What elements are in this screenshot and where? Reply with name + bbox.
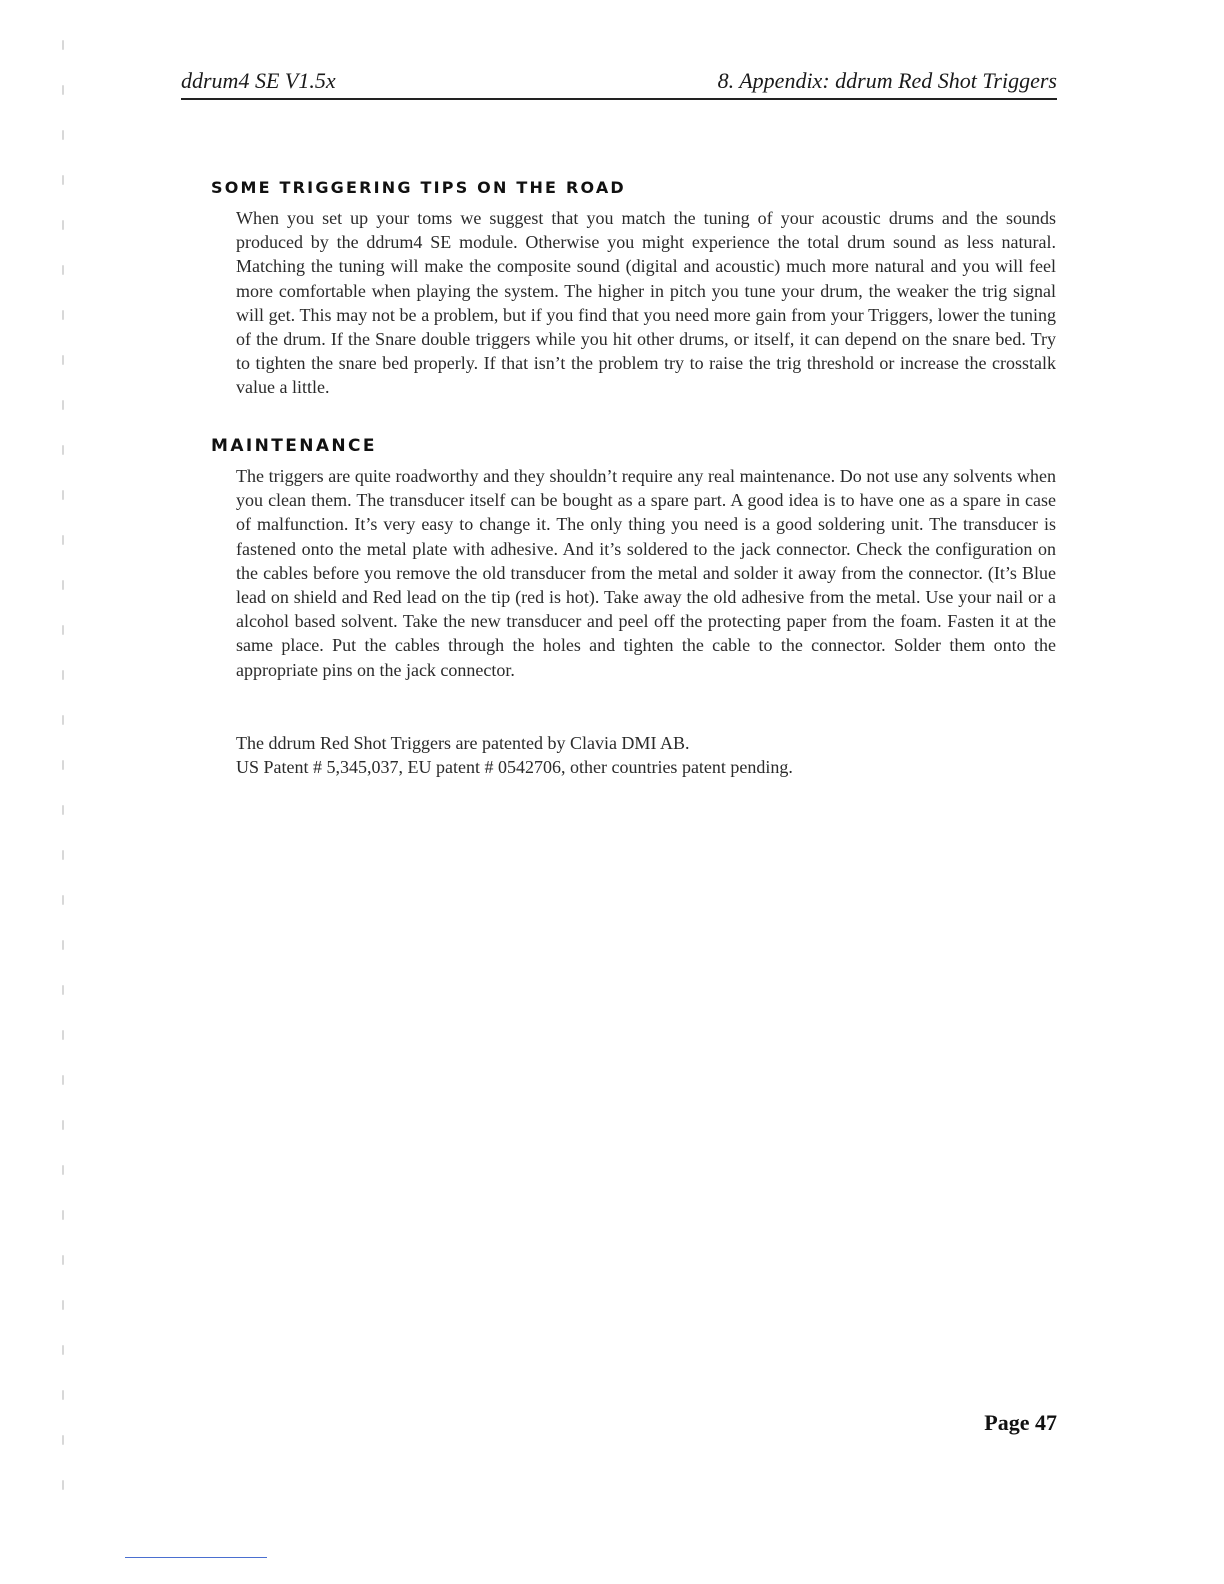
section-heading-maintenance: MAINTENANCE bbox=[211, 436, 377, 456]
scan-mark bbox=[62, 670, 64, 680]
page-number: Page 47 bbox=[984, 1410, 1057, 1435]
scan-mark bbox=[62, 130, 64, 140]
scan-mark bbox=[62, 1345, 64, 1355]
scan-mark bbox=[62, 1480, 64, 1490]
scan-mark bbox=[62, 220, 64, 230]
scan-mark bbox=[62, 1390, 64, 1400]
scan-mark bbox=[62, 1300, 64, 1310]
scan-mark bbox=[62, 535, 64, 545]
scan-mark bbox=[62, 985, 64, 995]
paragraph-maintenance: The triggers are quite roadworthy and they shouldn’t require any real maintenance. Do not use any solvents when you clean them. The transducer itself can be bought as a spare part. A good idea is to have one as a spare in case of malfunction. It’s very easy to change it. The only thing you need is a good soldering unit. The transducer is fastened onto the metal plate with adhesive. And it’s soldered to the jack connector. Check the configuration on the cables before you remove the old transducer from the metal and solder it away from the connector. (It’s Blue lead on shield and Red lead on the tip (red is hot). Take away the old adhesive from the metal. Use your nail or a alcohol based solvent. Take the new transducer and peel off the protecting paper from the foam. Fasten it at the same place. Put the cables through the holes and tighten the cable to the connector. Solder them onto the appropriate pins on the jack connector. bbox=[236, 466, 1056, 680]
scan-mark bbox=[62, 1075, 64, 1085]
patent-line-1: The ddrum Red Shot Triggers are patented by Clavia DMI AB. bbox=[236, 733, 690, 753]
scan-mark bbox=[62, 1120, 64, 1130]
scan-mark bbox=[62, 850, 64, 860]
section-heading-triggering-tips: SOME TRIGGERING TIPS ON THE ROAD bbox=[211, 178, 626, 197]
running-header bbox=[181, 66, 1057, 100]
scan-mark bbox=[62, 580, 64, 590]
scan-mark bbox=[62, 265, 64, 275]
header-product-title: ddrum4 SE V1.5x bbox=[181, 68, 336, 93]
scan-mark bbox=[62, 310, 64, 320]
scan-mark bbox=[62, 760, 64, 770]
scan-mark bbox=[62, 625, 64, 635]
scan-mark bbox=[62, 1210, 64, 1220]
scan-mark bbox=[62, 400, 64, 410]
scan-mark bbox=[62, 40, 64, 50]
scan-mark bbox=[62, 895, 64, 905]
scan-mark bbox=[62, 175, 64, 185]
scan-mark bbox=[62, 445, 64, 455]
scan-mark bbox=[62, 715, 64, 725]
scan-mark bbox=[62, 1255, 64, 1265]
paragraph-triggering-tips: When you set up your toms we suggest that you match the tuning of your acoustic drums and the sounds produced by the ddrum4 SE module. Otherwise you might experience the total drum sound as less natural. Matching the tuning will make the composite sound (digital and acoustic) much more natural and you will feel more comfortable when playing the system. The higher in pitch you tune your drum, the weaker the trig signal will get. This may not be a problem, but if you find that you need more gain from your Triggers, lower the tuning of the drum. If the Snare double triggers while you hit other drums, or itself, it can depend on the snare bed. Try to tighten the snare bed properly. If that isn’t the problem try to raise the trig threshold or increase the crosstalk value a little. bbox=[236, 208, 1056, 398]
scan-mark bbox=[62, 1030, 64, 1040]
bottom-link-rule bbox=[125, 1557, 267, 1558]
scan-margin-marks bbox=[58, 40, 70, 1500]
patent-notice bbox=[236, 731, 1056, 779]
header-chapter-title: 8. Appendix: ddrum Red Shot Triggers bbox=[717, 68, 1057, 93]
scan-mark bbox=[62, 85, 64, 95]
scan-mark bbox=[62, 1165, 64, 1175]
scan-mark bbox=[62, 805, 64, 815]
scan-mark bbox=[62, 355, 64, 365]
patent-line-2: US Patent # 5,345,037, EU patent # 0542706, other countries patent pending. bbox=[236, 757, 793, 778]
scan-mark bbox=[62, 1435, 64, 1445]
scan-mark bbox=[62, 940, 64, 950]
scan-mark bbox=[62, 490, 64, 500]
